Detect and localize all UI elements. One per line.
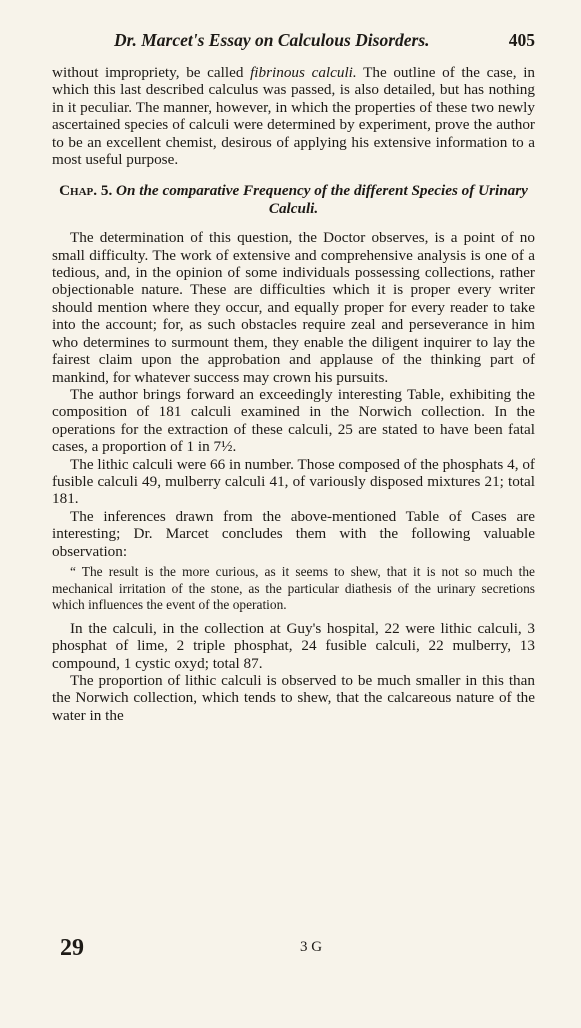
paragraph-guys-hospital: In the calculi, in the collection at Guy's hospital, 22 were lithic calculi, 3 phosphat of lime, 2 triple phosphat, 24 fusible calculi, 22 mulberry, 13 compound, 1 cystic oxyd; total 87. xyxy=(52,619,535,672)
italic-term: fibrinous calculi. xyxy=(250,64,357,81)
paragraph-text: The outline of the case, in which this last described calculus was passed, is also detailed, but has nothing in it peculiar. The manner, however, in which the properties of these two newly ascertained species of calculi were determined by experiment, prove the author to be an excellent chemist, desirous of applying his extensive information to a most useful purpose. xyxy=(52,64,536,169)
signature-number: 29 xyxy=(60,935,84,961)
paragraph-determination: The determination of this question, the Doctor observes, is a point of no small difficulty. The work of extensive and comprehensive analysis is one of a tedious, and, in the opinion of some individuals possessing collections, rather objectionable nature. These are difficulties which it is proper every writer should mention where they occur, and equally proper for every reader to take into the account; for, as such obstacles require zeal and perseverance in him who determines to surmount them, they enable the diligent inquirer to lay the fairest claim upon the approbation and applause of the thinking part of mankind, for whatever success may crown his pursuits. xyxy=(52,229,535,386)
chapter-heading xyxy=(52,182,535,217)
paragraph-text: without impropriety, be called xyxy=(52,64,251,81)
paragraph-fibrinous-calculi xyxy=(52,64,535,168)
chapter-title: On the comparative Frequency of the different Species of Urinary Calculi. xyxy=(116,182,528,217)
block-quote: “ The result is the more curious, as it seems to shew, that it is not so much the mechanical irritation of the stone, as the particular diathesis of the urinary secretions which influences the event of the operation. xyxy=(52,563,535,613)
page-number: 405 xyxy=(508,30,535,50)
page-header xyxy=(52,30,535,54)
signature-mark: 3 G xyxy=(300,939,323,955)
paragraph-proportion: The proportion of lithic calculi is observed to be much smaller in this than the Norwich collection, which tends to shew, that the calcareous nature of the water in the xyxy=(52,671,535,724)
chapter-label: Chap. 5. xyxy=(59,182,113,200)
paragraph-inferences: The inferences drawn from the above-mentioned Table of Cases are interesting; Dr. Marcet concludes them with the following valuable observation: xyxy=(52,507,535,560)
paragraph-lithic-count: The lithic calculi were 66 in number. Those composed of the phosphats 4, of fusible calculi 49, mulberry calculi 41, of variously disposed mixtures 21; total 181. xyxy=(52,455,535,508)
paragraph-norwich-table: The author brings forward an exceedingly interesting Table, exhibiting the composition of 181 calculi examined in the Norwich collection. In the operations for the extraction of these calculi, 25 are stated to have been fatal cases, a proportion of 1 in 7½. xyxy=(52,385,535,456)
running-title: Dr. Marcet's Essay on Calculous Disorders. xyxy=(114,30,430,50)
page-body xyxy=(52,64,535,724)
page-footer xyxy=(60,935,530,965)
